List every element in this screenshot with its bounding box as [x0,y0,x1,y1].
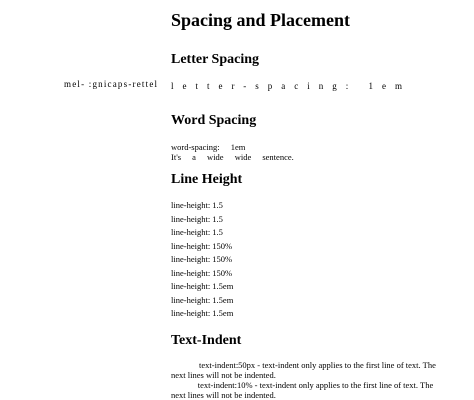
letter-spacing-sample: letter-spacing: 1em [171,81,412,91]
line-height-item: line-height: 1.5 [171,227,223,237]
word-spacing-label: word-spacing: 1em [171,142,246,152]
letter-spacing-reversed-sample: mel- :gnicaps-rettel [64,79,159,89]
line-height-heading: Line Height [171,172,243,187]
word-spacing-heading: Word Spacing [171,113,257,128]
main-content [171,0,441,400]
line-height-item: line-height: 1.5 [171,213,223,224]
line-height-item: line-height: 150% [171,267,233,278]
line-height-item: line-height: 1.5em [171,281,234,291]
line-height-list [171,199,441,321]
line-height-item: line-height: 1.5 [171,200,223,210]
line-height-item: line-height: 150% [171,254,233,264]
text-indent-block [171,360,439,400]
text-indent-px-paragraph: text-indent:50px - text-indent only applies to the first line of text. The next lines will not be indented. [171,359,436,380]
text-indent-percent-paragraph: text-indent:10% - text-indent only applies to the first line of text. The next lines will not be indented. [171,379,434,400]
text-indent-heading: Text-Indent [171,332,242,348]
line-height-item: line-height: 1.5em [171,308,234,318]
word-spacing-sentence: It's a wide wide sentence. [171,152,294,162]
page-title: Spacing and Placement [171,10,351,30]
word-spacing-block [171,142,441,162]
line-height-item: line-height: 150% [171,240,233,251]
letter-spacing-heading: Letter Spacing [171,52,260,67]
line-height-item: line-height: 1.5em [171,294,234,305]
